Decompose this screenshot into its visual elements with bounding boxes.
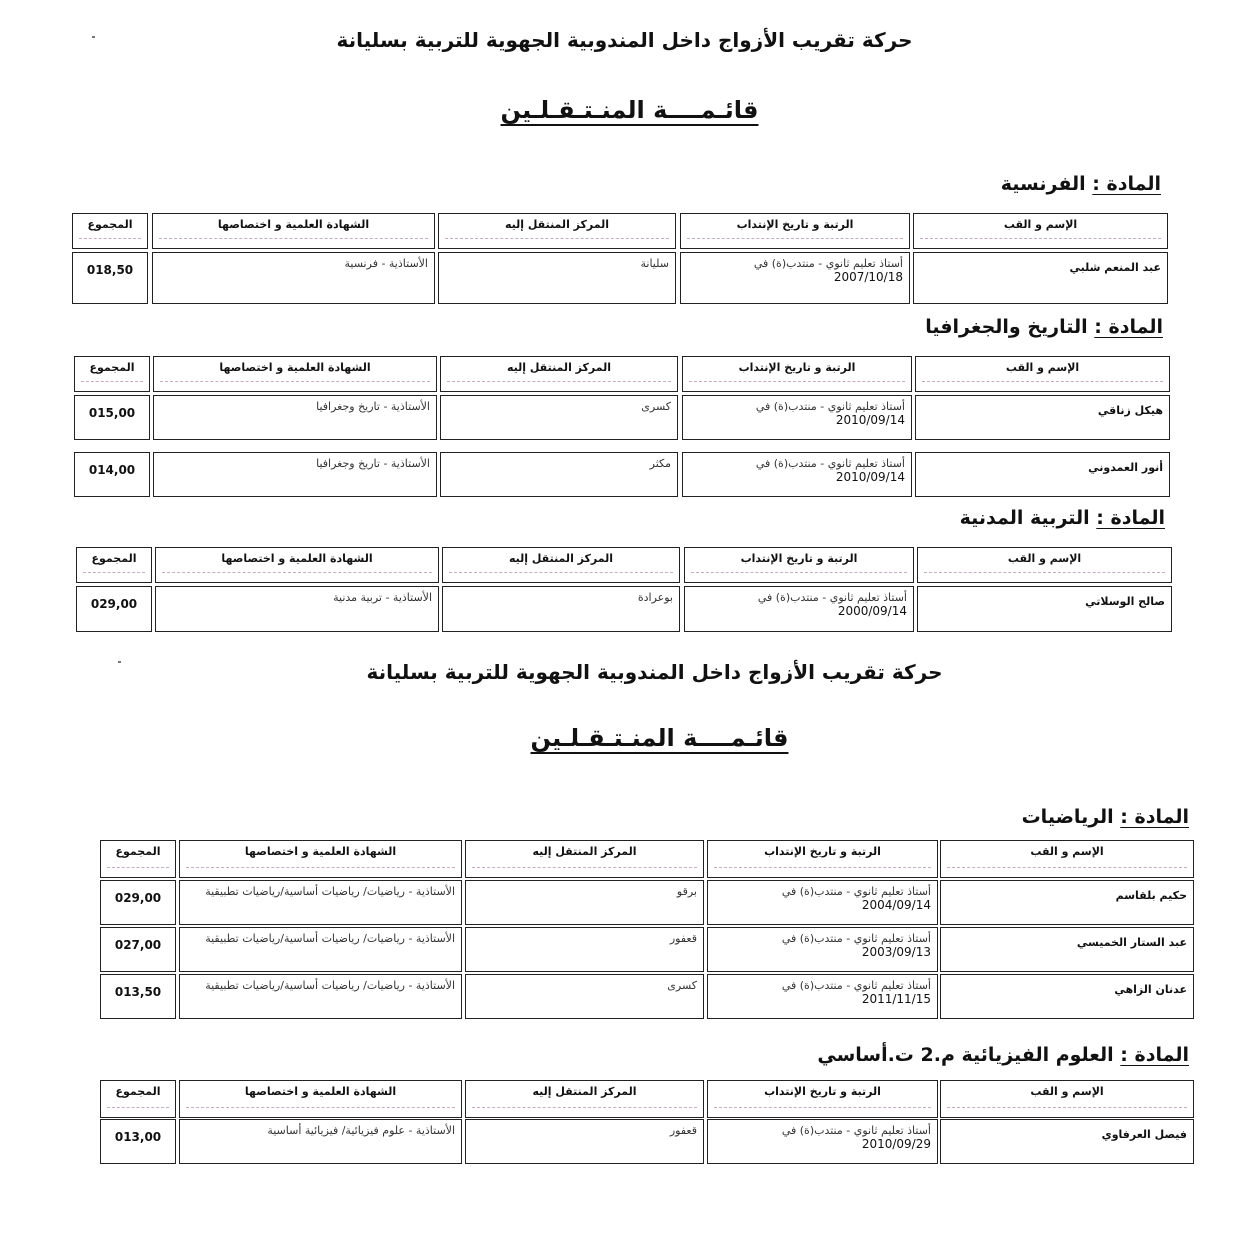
column-header-center: المركز المنتقل إليه [465,840,704,878]
scan-speck [92,36,95,38]
column-header-cert: الشهادة العلمية و اختصاصها [179,840,462,878]
table-cell-total: 014,00 [74,452,150,497]
table-cell-total: 029,00 [100,880,176,925]
subject-heading [1022,806,1189,828]
table-cell-total: 027,00 [100,927,176,972]
table-cell-rank [707,1119,938,1164]
page-2-list-heading [0,724,1249,752]
appointment-date: 2011/11/15 [861,992,931,1006]
subject-heading [817,1044,1189,1066]
table-cell-cert: الأستاذية - رياضيات/ رياضيات أساسية/رياضيات تطبيقية [179,974,462,1019]
column-header-total: المجموع [100,840,176,878]
appointment-date: 2000/09/14 [837,604,907,618]
column-header-center: المركز المنتقل إليه [442,547,680,583]
table-cell-center: قعفور [465,927,704,972]
subject-name: الرياضيات [1021,806,1114,828]
rank-text: أستاذ تعليم ثانوي - منتدب(ة) في [781,1124,931,1137]
table-cell-cert: الأستاذية - تاريخ وجغرافيا [153,452,437,497]
list-title: قائـمــــة المنـتـقـلـين [530,724,789,752]
table-cell-name: صالح الوسلاتي [917,586,1172,632]
page-2-header [0,660,1249,684]
table-cell-rank [684,586,914,632]
list-title: قائـمــــة المنـتـقـلـين [500,96,759,124]
rank-text: أستاذ تعليم ثانوي - منتدب(ة) في [781,885,931,898]
column-header-center: المركز المنتقل إليه [440,356,678,392]
table-cell-rank [707,880,938,925]
appointment-date: 2004/09/14 [861,898,931,912]
table-cell-cert: الأستاذية - علوم فيزيائية/ فيزيائية أساسية [179,1119,462,1164]
subject-label: المادة : [1094,316,1163,338]
page-1-header [0,28,1249,52]
table-cell-name: عبد الستار الخميسي [940,927,1194,972]
subject-heading [925,316,1163,338]
table-cell-center: برقو [465,880,704,925]
appointment-date: 2010/09/14 [835,413,905,427]
table-cell-center: قعفور [465,1119,704,1164]
subject-heading [960,507,1165,529]
column-header-center: المركز المنتقل إليه [438,213,676,249]
page-1-list-heading [0,96,1249,124]
subject-label: المادة : [1092,173,1161,195]
subject-name: التربية المدنية [959,507,1090,529]
table-cell-rank [707,927,938,972]
subject-label: المادة : [1096,507,1165,529]
table-cell-name: حكيم بلقاسم [940,880,1194,925]
column-header-total: المجموع [72,213,148,249]
rank-text: أستاذ تعليم ثانوي - منتدب(ة) في [753,257,903,270]
subject-name: العلوم الفيزيائية م.2 ت.أساسي [817,1044,1114,1066]
column-header-name: الإسم و القب [917,547,1172,583]
column-header-cert: الشهادة العلمية و اختصاصها [152,213,435,249]
subject-name: الفرنسية [1000,173,1086,195]
appointment-date: 2007/10/18 [833,270,903,284]
scan-speck [118,661,121,663]
column-header-cert: الشهادة العلمية و اختصاصها [179,1080,462,1118]
table-cell-cert: الأستاذية - تاريخ وجغرافيا [153,395,437,440]
appointment-date: 2010/09/29 [861,1137,931,1151]
table-cell-name: هيكل زناقي [915,395,1170,440]
rank-text: أستاذ تعليم ثانوي - منتدب(ة) في [781,932,931,945]
rank-text: أستاذ تعليم ثانوي - منتدب(ة) في [755,400,905,413]
table-cell-center: مكثر [440,452,678,497]
rank-text: أستاذ تعليم ثانوي - منتدب(ة) في [757,591,907,604]
table-cell-cert: الأستاذية - رياضيات/ رياضيات أساسية/رياضيات تطبيقية [179,880,462,925]
column-header-name: الإسم و القب [940,840,1194,878]
appointment-date: 2010/09/14 [835,470,905,484]
table-cell-cert: الأستاذية - فرنسية [152,252,435,304]
column-header-rank: الرتبة و تاريخ الإنتداب [684,547,914,583]
table-cell-total: 013,00 [100,1119,176,1164]
column-header-name: الإسم و القب [913,213,1168,249]
document-title: حركة تقريب الأزواج داخل المندوبية الجهوية للتربية بسليانة [336,28,913,52]
table-cell-total: 029,00 [76,586,152,632]
table-cell-center: كسرى [465,974,704,1019]
column-header-rank: الرتبة و تاريخ الإنتداب [680,213,910,249]
table-cell-rank [682,452,912,497]
column-header-cert: الشهادة العلمية و اختصاصها [153,356,437,392]
table-cell-total: 013,50 [100,974,176,1019]
table-cell-center: كسرى [440,395,678,440]
column-header-total: المجموع [76,547,152,583]
column-header-total: المجموع [74,356,150,392]
table-cell-center: سليانة [438,252,676,304]
table-cell-center: بوعرادة [442,586,680,632]
table-cell-cert: الأستاذية - رياضيات/ رياضيات أساسية/رياضيات تطبيقية [179,927,462,972]
column-header-cert: الشهادة العلمية و اختصاصها [155,547,439,583]
table-cell-name: أنور العمدوني [915,452,1170,497]
column-header-name: الإسم و القب [915,356,1170,392]
column-header-center: المركز المنتقل إليه [465,1080,704,1118]
column-header-rank: الرتبة و تاريخ الإنتداب [707,840,938,878]
subject-label: المادة : [1120,806,1189,828]
table-cell-name: فيصل العرفاوي [940,1119,1194,1164]
subject-heading [1001,173,1161,195]
column-header-total: المجموع [100,1080,176,1118]
table-cell-total: 015,00 [74,395,150,440]
table-cell-rank [680,252,910,304]
table-cell-name: عدنان الزاهي [940,974,1194,1019]
column-header-name: الإسم و القب [940,1080,1194,1118]
table-cell-rank [707,974,938,1019]
rank-text: أستاذ تعليم ثانوي - منتدب(ة) في [755,457,905,470]
table-cell-name: عبد المنعم شلبي [913,252,1168,304]
column-header-rank: الرتبة و تاريخ الإنتداب [682,356,912,392]
subject-label: المادة : [1120,1044,1189,1066]
subject-name: التاريخ والجغرافيا [925,316,1088,338]
appointment-date: 2003/09/13 [861,945,931,959]
document-title: حركة تقريب الأزواج داخل المندوبية الجهوية للتربية بسليانة [366,660,943,684]
column-header-rank: الرتبة و تاريخ الإنتداب [707,1080,938,1118]
table-cell-cert: الأستاذية - تربية مدنية [155,586,439,632]
rank-text: أستاذ تعليم ثانوي - منتدب(ة) في [781,979,931,992]
table-cell-total: 018,50 [72,252,148,304]
table-cell-rank [682,395,912,440]
